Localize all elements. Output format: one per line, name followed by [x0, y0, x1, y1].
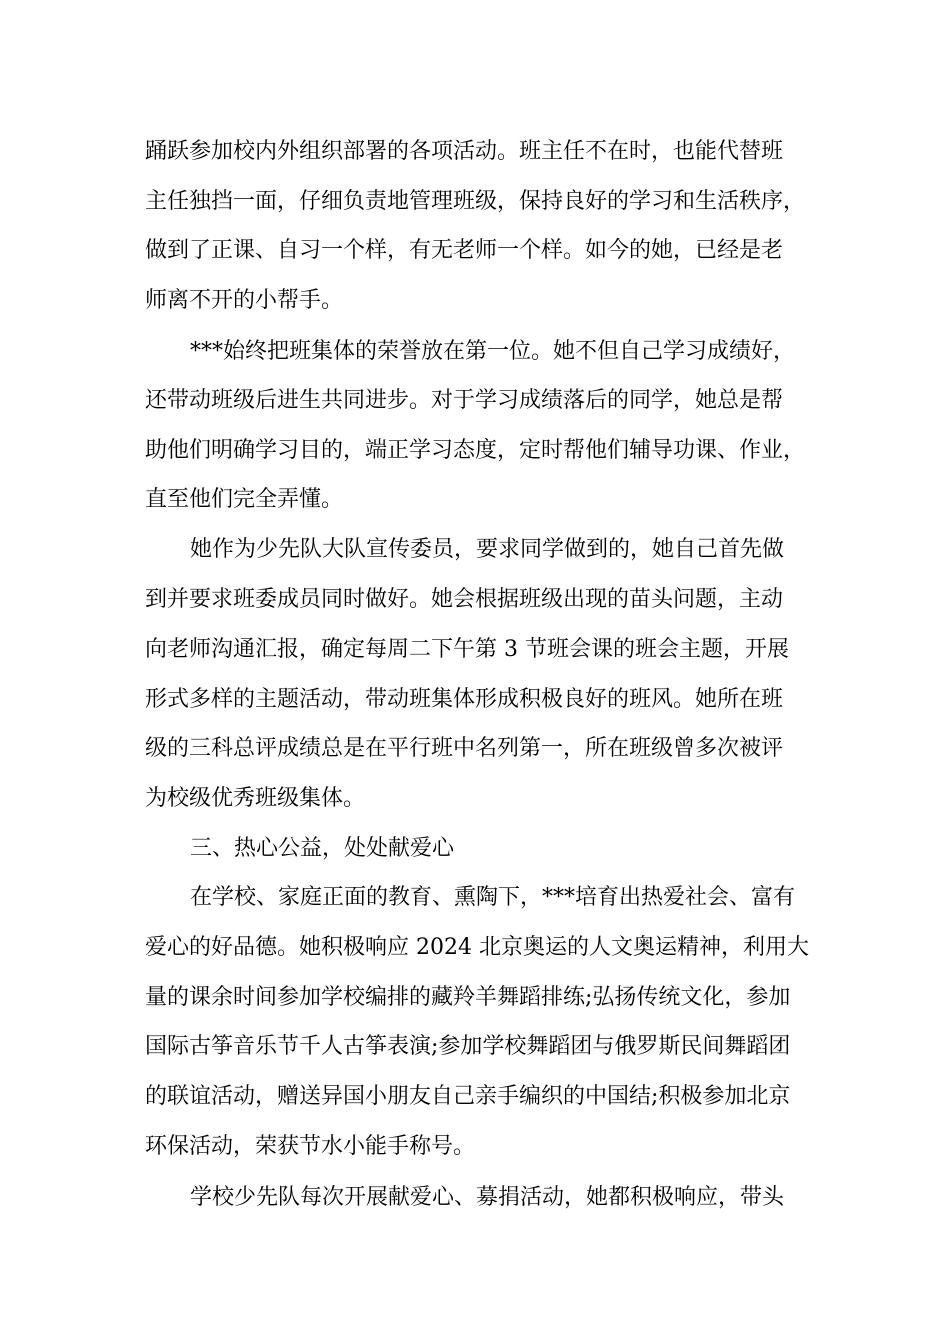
- text-line: 爱心的好品德。她积极响应 2024 北京奥运的人文奥运精神，利用大: [145, 935, 809, 960]
- text-line: 的联谊活动，赠送异国小朋友自己亲手编织的中国结;积极参加北京: [145, 1084, 791, 1109]
- text-line: 形式多样的主题活动，带动班集体形成积极良好的班风。她所在班: [145, 687, 784, 712]
- text-line: 级的三科总评成绩总是在平行班中名列第一，所在班级曾多次被评: [145, 736, 784, 761]
- text-line: 助他们明确学习目的，端正学习态度，定时帮他们辅导功课、作业，: [145, 438, 806, 463]
- text-line: 环保活动，荣获节水小能手称号。: [145, 1134, 476, 1159]
- text-line: 在学校、家庭正面的教育、熏陶下，***培育出热爱社会、富有: [190, 885, 796, 910]
- text-line: 还带动班级后进生共同进步。对于学习成绩落后的同学，她总是帮: [145, 388, 784, 413]
- text-line: 国际古筝音乐节千人古筝表演;参加学校舞蹈团与俄罗斯民间舞蹈团: [145, 1034, 791, 1059]
- text-line: 她作为少先队大队宣传委员，要求同学做到的，她自己首先做: [190, 537, 785, 562]
- text-line: 直至他们完全弄懂。: [145, 487, 344, 512]
- section-heading: 三、热心公益，处处献爱心: [190, 836, 455, 861]
- text-line: 踊跃参加校内外组织部署的各项活动。班主任不在时，也能代替班: [145, 139, 784, 164]
- text-line: 量的课余时间参加学校编排的藏羚羊舞蹈排练;弘扬传统文化，参加: [145, 985, 791, 1010]
- text-line: 主任独挡一面，仔细负责地管理班级，保持良好的学习和生活秩序，: [145, 189, 806, 214]
- text-line: 为校级优秀班级集体。: [145, 786, 366, 811]
- text-line: ***始终把班集体的荣誉放在第一位。她不但自己学习成绩好，: [190, 339, 796, 364]
- text-line: 学校少先队每次开展献爱心、募捐活动，她都积极响应，带头: [190, 1185, 785, 1210]
- text-line: 向老师沟通汇报，确定每周二下午第 3 节班会课的班会主题，开展: [145, 637, 789, 662]
- text-line: 师离不开的小帮手。: [145, 288, 344, 313]
- text-line: 到并要求班委成员同时做好。她会根据班级出现的苗头问题，主动: [145, 587, 784, 612]
- text-line: 做到了正课、自习一个样，有无老师一个样。如今的她，已经是老: [145, 238, 784, 263]
